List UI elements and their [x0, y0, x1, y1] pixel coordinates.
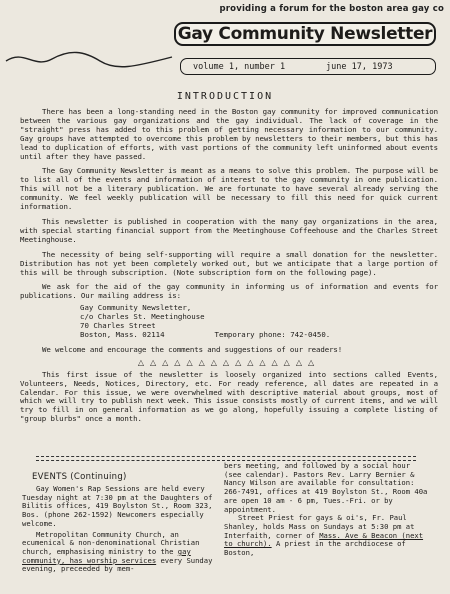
phone-number: Temporary phone: 742-0450. [214, 329, 331, 339]
event-item: Gay Women's Rap Sessions are held every Tuesday night at 7:30 pm at the Daughters of Bilitis offices, 419 Boylston St., Room 323, Bos. (phone 262-1592) Newcomers especially welcome. [22, 484, 213, 528]
address-line: Gay Community Newsletter, [80, 303, 192, 313]
event-item [22, 531, 218, 575]
paragraph: This newsletter is published in cooperation with the many gay organizations in the area, with special starting financial support from the Meetinghouse Coffeehouse and the Charles Street Meetinghouse. [20, 216, 438, 244]
address-line: c/o Charles St. Meetinghouse [80, 312, 205, 322]
paragraph: We ask for the aid of the gay community in informing us of information and events for publications. Our mailing address is: [20, 282, 438, 301]
events-heading: EVENTS (Continuing) [32, 472, 127, 482]
masthead-tagline: providing a forum for the boston area gay co [219, 4, 444, 14]
paragraph: The Gay Community Newsletter is meant as a means to solve this problem. The purpose will be to list all of the events and information of interest to the gay community in one publication. This will not be a literary publication. We are fortunate to have several already serving the community. We feel weekly publication will be necessary to fill this need for quick current information. [20, 166, 438, 212]
address-line: Boston, Mass. 02114 [80, 329, 165, 339]
paragraph: There has been a long-standing need in the Boston gay community for improved communication between the various gay organizations and the gay individual. The lack of coverage in the "straight" press has added to this problem of getting necessary information to our community. Gay groups have attempted to overcome this problem by newsletters to their members, but this has lead to duplication of efforts, with vast portions of the community left uninformed about events until after they have passed. [20, 107, 438, 161]
address-line: 70 Charles Street [80, 321, 156, 331]
mailing-address [80, 304, 438, 340]
event-text-underlined: gay community, has worship services [22, 546, 191, 565]
introduction-body [20, 108, 438, 430]
welcome-line: We welcome and encourage the comments and suggestions of our readers! [42, 344, 343, 354]
newsletter-title-box [174, 22, 436, 46]
events-right-column [224, 462, 430, 560]
events-left-column [22, 462, 218, 576]
decorative-swirl [4, 47, 174, 71]
event-text-underlined: Mass. Ave & Beacon (next to church). [224, 530, 424, 549]
triangle-divider: △△△△△△△△△△△△△△△ [137, 357, 321, 367]
paragraph: This first issue of the newsletter is loosely organized into sections called Events, Volunteers, Needs, Notices, Directory, etc. For ready reference, all dates are repeated in a Calendar. For this issue, we were overwhelmed with descriptive material about groups, most of which we will try to publish next week. This issue consists mostly of current items, and we will try to fill in on general information as we go along, hopefully issuing a complete listing of "group blurbs" once a month. [20, 369, 438, 424]
volume-date-line: volume 1, number 1 june 17, 1973 [193, 61, 393, 72]
newsletter-title: Gay Community Newsletter [177, 24, 433, 44]
section-heading: INTRODUCTION [176, 91, 274, 102]
paragraph: The necessity of being self-supporting will require a small donation for the newsletter. Distribution has not yet been completely worked out, but we anticipate that a large portion of this will be through subscription. (Note subscription form on the following page). [20, 249, 438, 277]
event-item [224, 514, 430, 558]
event-text: every Sunday evening, preceeded by mem- [22, 555, 213, 574]
event-text: A priest in the archdiocese of Boston, [224, 539, 406, 558]
event-item: bers meeting, and followed by a social hour (see calendar). Pastors Rev. Larry Bernier & Nancy Wilson are available for consultation: 266-7491, offices at 419 Boylston St., Room 40a are open 10 am - 6 pm, Tues.-Fri. or by appointment. [224, 461, 428, 514]
event-text: Street Priest for gays & oi's, Fr. Paul Shanley, holds Mass on Sundays at 5:30 pm at Interfaith, corner of [224, 513, 415, 540]
volume-issue-box [180, 58, 436, 75]
event-text: Metropolitan Community Church, an ecumenical & non-denominational Christian church, emphasising ministry to the [22, 529, 200, 556]
